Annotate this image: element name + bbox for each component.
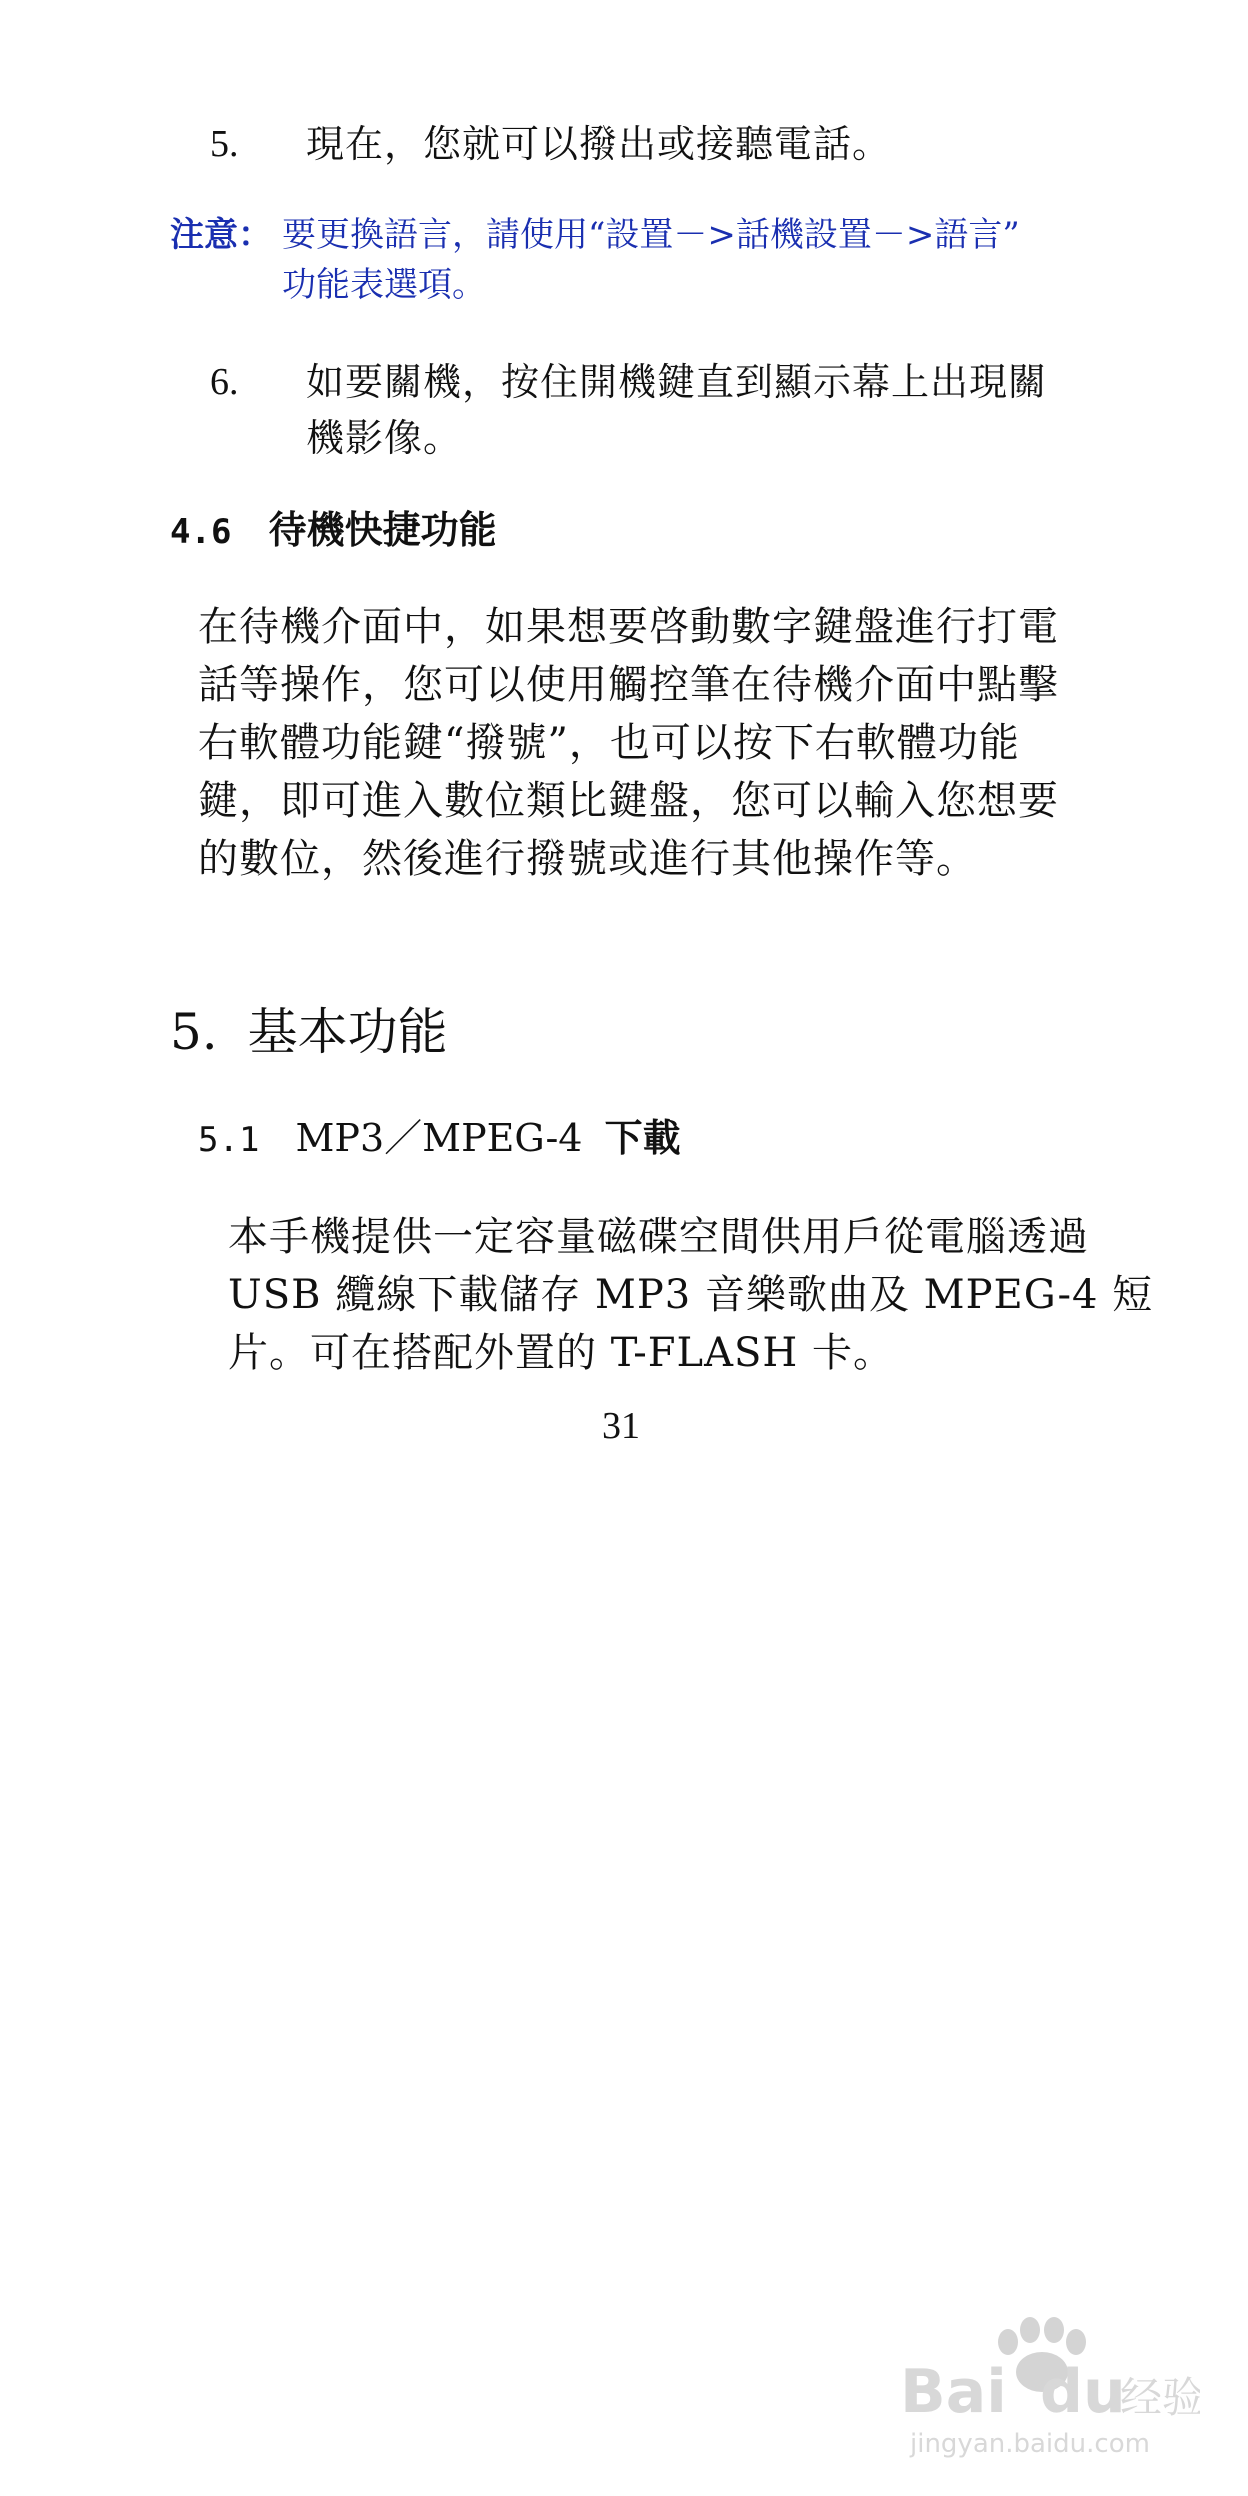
list-number: 6.: [210, 361, 239, 403]
svg-text:jingyan.baidu.com: jingyan.baidu.com: [910, 2429, 1150, 2459]
list-item-line: 機影像。: [306, 416, 463, 460]
page-number: 31: [602, 1405, 640, 1447]
section-title-cjk: 下載: [604, 1115, 681, 1160]
section-title: 待機快捷功能: [268, 507, 497, 552]
note-label: 注意：: [170, 215, 272, 255]
paragraph-line: 鍵，即可進入數位類比鍵盤，您可以輸入您想要: [198, 778, 1059, 824]
paragraph-line: USB 纜線下載儲存 MP3 音樂歌曲及 MPEG-4 短: [228, 1272, 1154, 1318]
list-item-text: 現在，您就可以撥出或接聽電話。: [306, 122, 892, 166]
chapter-number: 5.: [170, 1003, 218, 1061]
paragraph-line: 片。可在搭配外置的 T-FLASH 卡。: [228, 1330, 894, 1376]
paragraph-line: 本手機提供一定容量磁碟空間供用戶從電腦透過: [228, 1214, 1089, 1260]
paragraph-line: 的數位，然後進行撥號或進行其他操作等。: [198, 836, 977, 882]
paragraph-line: 在待機介面中，如果想要啓動數字鍵盤進行打電: [198, 604, 1059, 650]
svg-text:Bai: Bai: [900, 2357, 1007, 2427]
section-heading: [170, 502, 497, 560]
section-number: 4.6: [170, 512, 232, 552]
list-item-text: [306, 354, 1047, 466]
svg-text:经验: 经验: [1120, 2373, 1200, 2422]
paragraph-line: 話等操作，您可以使用觸控筆在待機介面中點擊: [198, 662, 1059, 708]
section-paragraph: [228, 1208, 1153, 1382]
baidu-paw-icon: [880, 2300, 1200, 2470]
note-text: [282, 210, 1020, 310]
note-line: 功能表選項。: [282, 265, 486, 305]
list-item-line: 如要關機，按住開機鍵直到顯示幕上出現關: [306, 360, 1048, 404]
chapter-title: 基本功能: [247, 1003, 448, 1061]
section-paragraph: [198, 598, 1059, 888]
list-number: 5.: [210, 123, 239, 165]
section-heading: [198, 1110, 681, 1168]
chapter-heading: [170, 1000, 448, 1064]
svg-text:du: du: [1040, 2357, 1126, 2427]
section-number: 5.1: [198, 1120, 260, 1160]
paragraph-line: 右軟體功能鍵“撥號”，也可以按下右軟體功能: [198, 720, 1020, 766]
watermark-logo: [880, 2300, 1200, 2470]
note-line: 要更換語言，請使用“設置－>話機設置－>語言”: [282, 215, 1020, 255]
section-title-latin: MP3／MPEG-4: [295, 1116, 583, 1160]
